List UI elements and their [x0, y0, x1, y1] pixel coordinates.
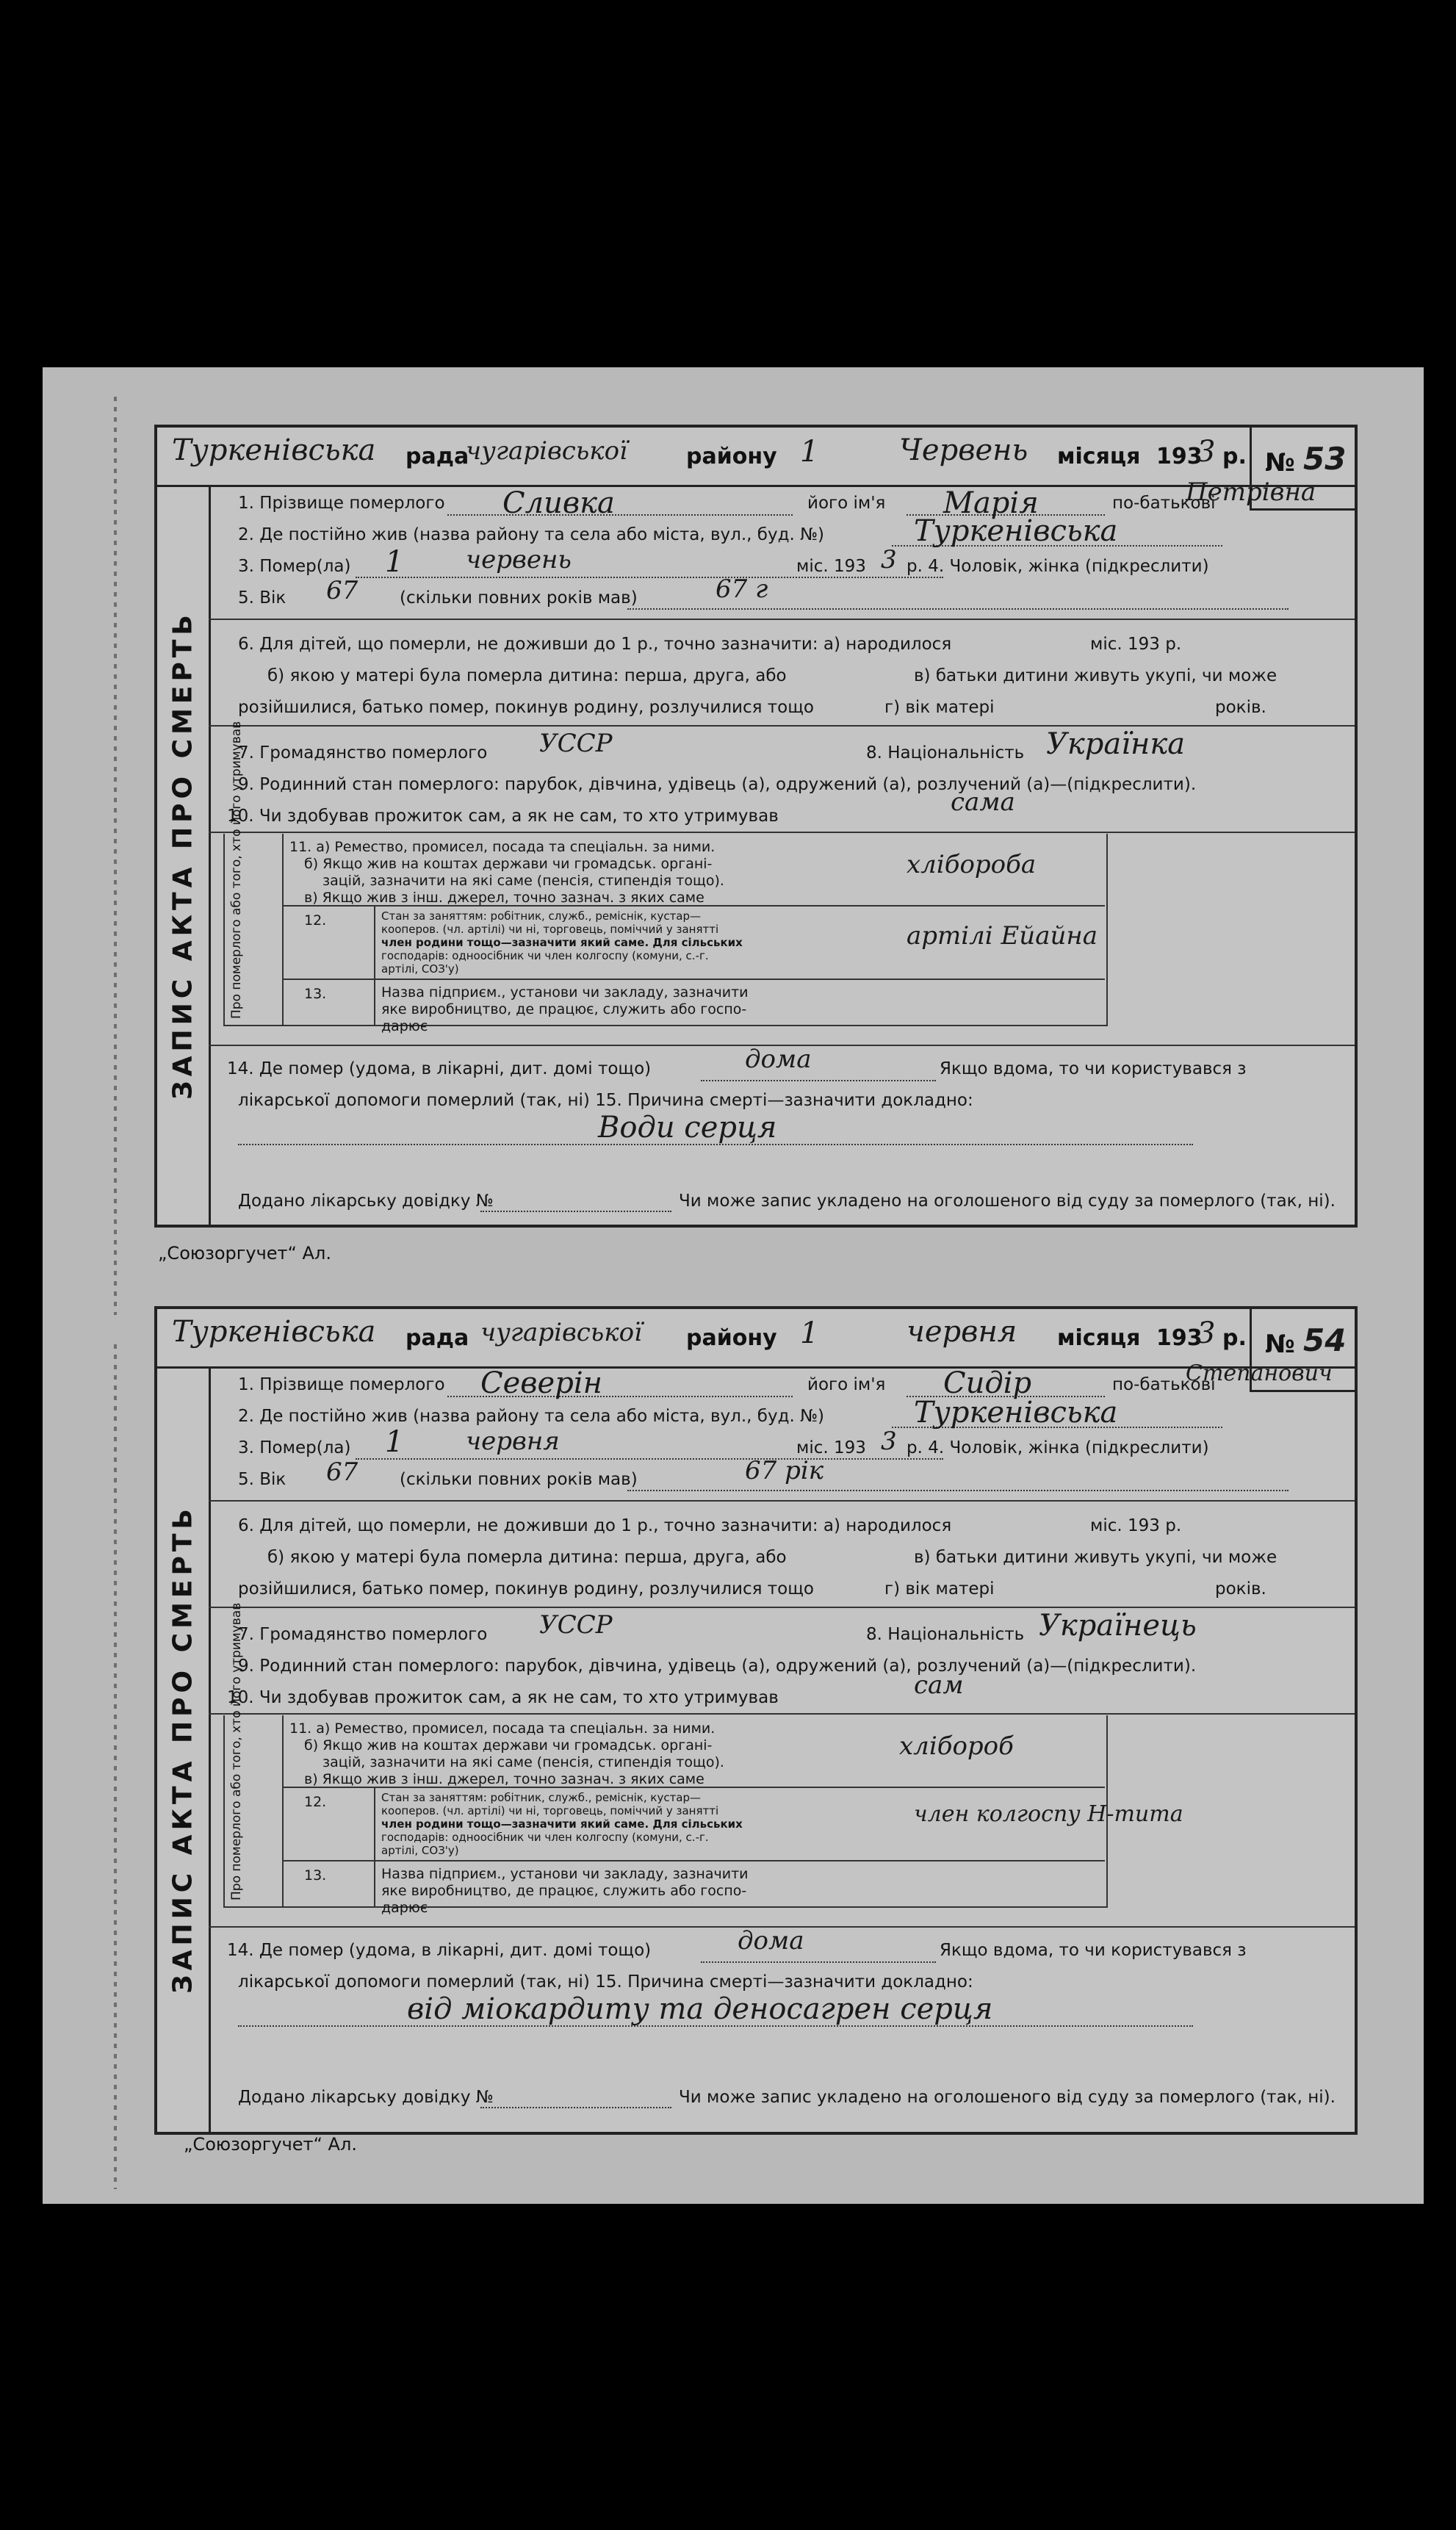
perforation-bottom [114, 1344, 117, 2189]
age: 67 [326, 1457, 358, 1487]
surname: Сливка [502, 486, 615, 520]
record-day: 1 [800, 435, 819, 469]
residence: Туркенівська [914, 514, 1118, 548]
place-of-death: дома [745, 1045, 812, 1074]
record-header: Туркенівська рада чугарівської району 1 Червень місяця 193 3 р. [157, 428, 1355, 487]
citizenship: УССР [539, 1610, 613, 1640]
place-of-death: дома [738, 1926, 804, 1956]
cause-of-death: Води серця [598, 1111, 777, 1145]
district-name: чугарівської [466, 436, 627, 466]
publisher-mark: „Союзоргучет“ Ал. [158, 1243, 331, 1264]
patronymic: Степанович [1186, 1360, 1333, 1386]
death-month: червень [466, 545, 572, 574]
death-record-2: Туркенівська рада чугарівської району 1 червня місяця 193 3 р. № 54 ЗАПИС АКТА ПРО СМЕРТЬ 1. Прізвище померлого Северін його ім'я Сидір по-батькові Степанович 2. Де постійно жив (назва району та села або міста, вул., буд. №) Туркенівська 3. Помер(ла) 1 червня міс. 193 3 р. 4. Чоловік, жінка (підкреслити) 5. Вік 67 (скільки повних років мав) 67 рік 6. Для дітей, що померли, не доживши до 1 р., точно зазначити: а) народилося міс. 193 р. б) якою у матері була померла дитина: перша, друга, або в) батьки дитини живуть укупі, чи може розійшилися, батько помер, покинув родину, розлучилися тощо г) вік матері років. 7. Громадянство померлого УССР 8. Національність Українець 9. Родинний стан померлого: парубок, дівчина, удівець (а), одружений (а), розлучений (а)—(підкреслити). 10. Чи здобував прожиток сам, а як не сам, то хто утримував сам Про померлого або того, хто його утримував 11. а) Ремество, промисел, посада та спеціальн. за ними. б) Якщо жив на коштах держави чи громадськ. органі- зацій, зазначити на які саме (пенсія, стипендія тощо). в) Якщо жив з інш. джерел, точно зазнач. з яких саме 12. Стан за заняттям: робітник, служб., реміснік, кустар— кооперов. (чл. артілі) чи ні, торговець, поміччий у занятті член родини тощо—зазначити який саме. Для сільських господарів: одноосібник чи член колгоспу (комуни, с.-г. артілі, СОЗ'у) 13. Назва підприєм., установи чи закладу, зазначити яке виробництво, де працює, служить або госпо- дарює хлібороб член колгоспу Н-тита 14. Де помер (удома, в лікарні, дит. домі тощо) дома Якщо вдома, то чи користувався з лікарської допомоги померлий (так, ні) 15. Причина смерті—зазначити докладно: від міокардиту та деносагрен серця Додано лікарську довідку № Чи може запис укладено на оголошеного від суду за померлого (так, ні). [154, 1306, 1358, 2135]
village-name: Туркенівська [172, 1315, 376, 1349]
death-month: червня [466, 1427, 560, 1456]
surname: Северін [480, 1366, 602, 1400]
side-label: ЗАПИС АКТА ПРО СМЕРТЬ [157, 485, 211, 1225]
side-label: ЗАПИС АКТА ПРО СМЕРТЬ [157, 1366, 211, 2132]
record-number-box: № 53 [1250, 428, 1355, 511]
record-number: 53 [1303, 441, 1347, 477]
occupation: хлібороб [899, 1731, 1014, 1761]
age-full: 67 рік [745, 1456, 824, 1485]
nationality: Українець [1039, 1609, 1197, 1643]
residence: Туркенівська [914, 1396, 1118, 1430]
given-name: Марія [943, 486, 1039, 520]
record-number: 54 [1303, 1322, 1347, 1358]
district-name: чугарівської [480, 1318, 642, 1347]
village-name: Туркенівська [172, 433, 376, 467]
perforation-top [114, 397, 117, 1315]
supported-by: сам [914, 1671, 964, 1700]
occupation: хлібороба [907, 850, 1037, 879]
cause-of-death: від міокардиту та деносагрен серця [407, 1992, 993, 2026]
death-record-1: Туркенівська рада чугарівської району 1 Червень місяця 193 3 р. № 53 ЗАПИС АКТА ПРО СМЕРТЬ 1. Прізвище померлого Сливка його ім'я Марія по-батькові Петрівна 2. Де постійно жив (назва району та села або міста, вул., буд. №) Туркенівська 3. Помер(ла) 1 червень міс. 193 3 р. 4. Чоловік, жінка (підкреслити) 5. Вік 67 (скільки повних років мав) 67 г 6. Для дітей, що померли, не доживши до 1 р., точно зазначити: а) народилося міс. 193 р. б) якою у матері була померла дитина: перша, друга, або в) батьки дитини живуть укупі, чи може розійшилися, батько помер, покинув родину, розлучилися тощо г) вік матері років. 7. Громадянство померлого УССР 8. Національність Українка 9. Родинний стан померлого: парубок, дівчина, удівець (а), одружений (а), розлучений (а)—(підкреслити). 10. Чи здобував прожиток сам, а як не сам, то хто утримував сама Про померлого або того, хто його утримував 11. а) Ремество, промисел, посада та спеціальн. за ними. б) Якщо жив на коштах держави чи громадськ. органі- зацій, зазначити на які саме (пенсія, стипендія тощо). в) Якщо жив з інш. джерел, точно зазнач. з яких саме 12. Стан за заняттям: робітник, служб., реміснік, кустар— кооперов. (чл. артілі) чи ні, торговець, поміччий у занятті член родини тощо—зазначити який саме. Для сільських господарів: одноосібник чи член колгоспу (комуни, с.-г. артілі, СОЗ'у) 13. Назва підприєм., установи чи закладу, зазначити яке виробництво, де працює, служить або госпо- дарює хлібороба артілі Ейайна 14. Де помер (удома, в лікарні, дит. домі тощо) дома Якщо вдома, то чи користувався з лікарської допомоги померлий (так, ні) 15. Причина смерті—зазначити докладно: Води серця Додано лікарську довідку № Чи може запис укладено на оголошеного від суду за померлого (так, ні). [154, 425, 1358, 1228]
record-month: Червень [899, 433, 1028, 467]
age: 67 [326, 576, 358, 605]
nationality: Українка [1046, 727, 1186, 761]
patronymic: Петрівна [1186, 477, 1316, 507]
given-name: Сидір [943, 1366, 1032, 1400]
death-day: 1 [385, 1425, 404, 1459]
record-header: Туркенівська рада чугарівської району 1 червня місяця 193 3 р. [157, 1309, 1355, 1369]
record-day: 1 [800, 1316, 819, 1350]
record-month: червня [907, 1315, 1017, 1349]
employment-status: член колгоспу Н-тита [914, 1801, 1183, 1827]
age-full: 67 г [716, 574, 768, 604]
citizenship: УССР [539, 729, 613, 758]
death-day: 1 [385, 545, 404, 579]
supported-by: сама [951, 788, 1015, 817]
record-number-box: № 54 [1250, 1309, 1355, 1392]
employment-status: артілі Ейайна [907, 921, 1098, 951]
publisher-mark: „Союзоргучет“ Ал. [184, 2134, 357, 2155]
